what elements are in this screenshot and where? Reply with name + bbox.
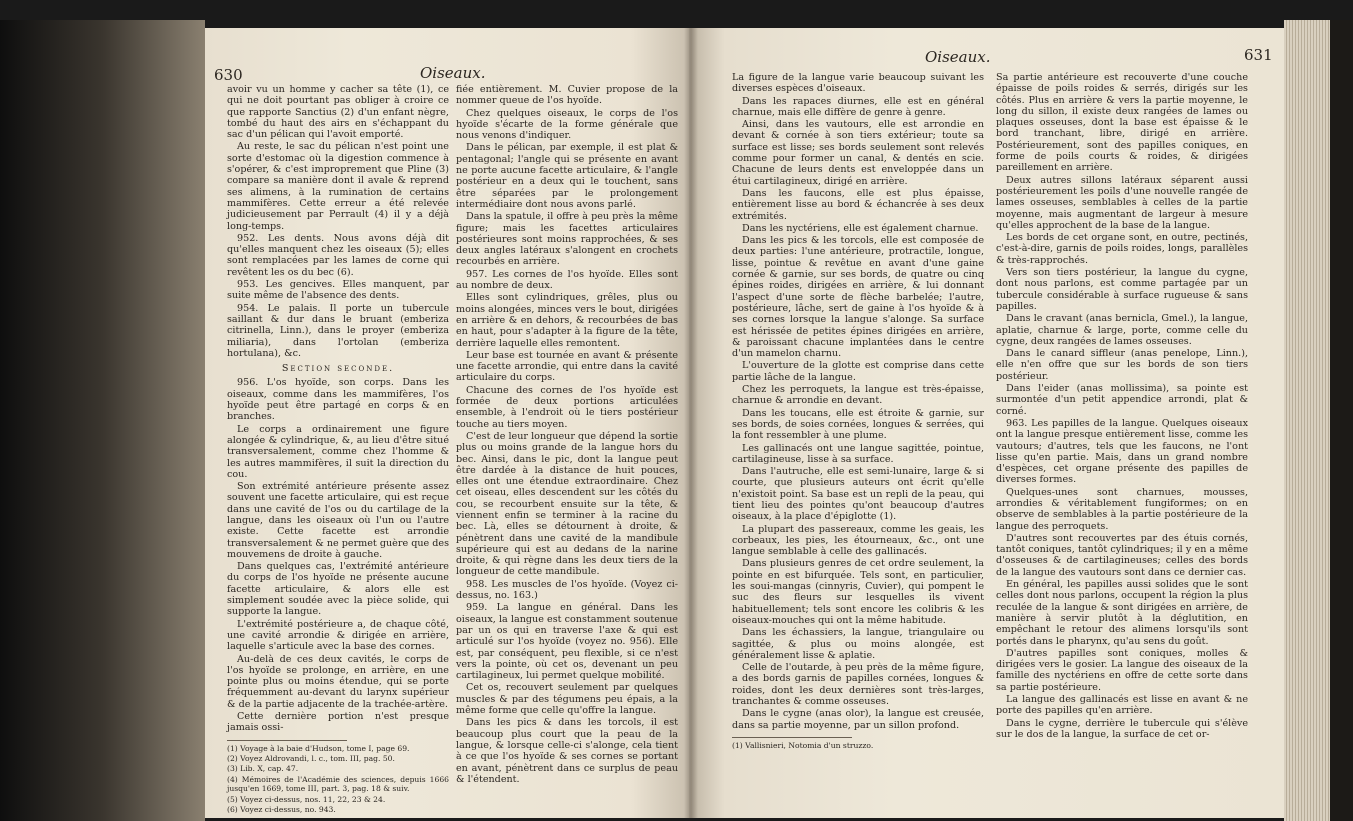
paragraph: D'autres papilles sont coniques, molles & dirigées vers le gosier. La langue des oiseaux de la famille des nyctériens en offre de cette sorte dans sa partie postérieure. (996, 647, 1248, 693)
book-gutter (684, 28, 698, 818)
paragraph: Dans le cravant (anas bernicla, Gmel.), la langue, aplatie, charnue & large, porte, comme celle du cygne, deux rangées de lames osseuses. (996, 313, 1248, 347)
paragraph: Son extrémité antérieure présente assez souvent une facette articulaire, qui est reçue dans une cavité de l'os ou du cartilage de la langue, dans les oiseaux où l'un ou l'autre existe. Cette facette est arrondie transversalement & ne permet guère que des mouvemens de droite à gauche. (227, 481, 449, 560)
paragraph: Au-delà de ces deux cavités, le corps de l'os hyoïde se prolonge, en arrière, en une pointe plus ou moins étendue, qui se porte fréquemment au-devant du larynx supérieur & de la partie adjacente de la trachée-artère. (227, 653, 449, 710)
footnote: (6) Voyez ci-dessus, no. 943. (227, 805, 336, 815)
footnote-rule (227, 740, 347, 741)
footnote-rule (732, 737, 852, 738)
paragraph: La plupart des passereaux, comme les geais, les corbeaux, les pies, les étourneaux, &c., ont une langue semblable à celle des gallinacés. (732, 523, 984, 558)
paragraph: 958. Les muscles de l'os hyoïde. (Voyez ci-dessus, no. 163.) (456, 578, 678, 602)
paragraph: Dans les échassiers, la langue, triangulaire ou sagittée, & plus ou moins alongée, est généralement lisse & aplatie. (732, 627, 984, 661)
book-right-cover (1330, 20, 1353, 821)
footnote: (3) Lib. X, cap. 47. (227, 764, 299, 774)
left-column-1 (227, 84, 449, 815)
paragraph: Dans quelques cas, l'extrémité antérieure du corps de l'os hyoïde ne présente aucune facette articulaire, & alors elle est simplement soudée avec la pièce solide, qui supporte la langue. (227, 561, 449, 618)
paragraph: D'autres sont recouvertes par des étuis cornés, tantôt coniques, tantôt cylindriques; il y en a même d'osseuses & de cartilagineuses; celles des bords de la langue des vautours sont dans ce dernier cas. (996, 532, 1248, 578)
paragraph: L'ouverture de la glotte est comprise dans cette partie lâche de la langue. (732, 360, 984, 383)
paragraph: Le corps a ordinairement une figure alongée & cylindrique, &, au lieu d'être situé transversalement, comme chez l'homme & les autres mammifères, il suit la direction du cou. (227, 423, 449, 480)
paragraph: Chacune des cornes de l'os hyoïde est formée de deux portions articulées ensemble, à l'endroit où le tiers postérieur touche au tiers moyen. (456, 384, 678, 430)
paragraph: 956. L'os hyoïde, son corps. Dans les oiseaux, comme dans les mammifères, l'os hyoïde peut être partagé en corps & en branches. (227, 377, 449, 423)
paragraph: Dans le canard siffleur (anas penelope, Linn.), elle n'en offre que sur les bords de son tiers postérieur. (996, 348, 1248, 382)
footnote: (5) Voyez ci-dessus, nos. 11, 22, 23 & 24. (227, 794, 386, 804)
paragraph: La langue des gallinacés est lisse en avant & ne porte des papilles qu'en arrière. (996, 694, 1248, 717)
paragraph: Dans l'eider (anas mollissima), sa pointe est surmontée d'un petit appendice arrondi, plat & corné. (996, 383, 1248, 417)
paragraph: Sa partie antérieure est recouverte d'une couche épaisse de poils roides & serrés, dirigés sur les côtés. Plus en arrière & vers la partie moyenne, le long du sillon, il existe deux rangées de lames ou plaques osseuses, dont la base est épaisse & le bord tranchant, libre, dirigé en arrière. Postérieurement, sont des papilles coniques, en forme de poils courts & roides, & dirigées pareillement en arrière. (996, 72, 1248, 174)
paragraph: Celle de l'outarde, à peu près de la même figure, a des bords garnis de papilles cornées, longues & roides, dont les deux dernières sont très-larges, tranchantes & comme osseuses. (732, 662, 984, 708)
footnote: (2) Voyez Aldrovandi, l. c., tom. III, pag. 50. (227, 754, 395, 764)
section-title: Section seconde. (281, 363, 395, 375)
footnote: (1) Vallisnieri, Notomia d'un struzzo. (732, 740, 874, 750)
paragraph: 952. Les dents. Nous avons déjà dit qu'elles manquent chez les oiseaux (5); elles sont remplacées par les lames de corne qui revêtent les os du bec (6). (227, 232, 449, 278)
paragraph: Dans les rapaces diurnes, elle est en général charnue, mais elle diffère de genre à genre. (732, 95, 984, 118)
paragraph: Dans le cygne, derrière le tubercule qui s'élève sur le dos de la langue, la surface de cet or- (996, 717, 1248, 740)
paragraph: Elles sont cylindriques, grêles, plus ou moins alongées, minces vers le bout, dirigées en arrière & en dehors, & recourbées de bas en haut, pour s'adapter à la figure de la tête, derrière laquelle elles remontent. (456, 292, 678, 349)
paragraph: En général, les papilles aussi solides que le sont celles dont nous parlons, occupent la région la plus reculée de la langue & sont dirigées en arrière, de manière à servir plutôt à la déglutition, en empêchant le retour des alimens lorsqu'ils sont portés dans le pharynx, qu'au sens du goût. (996, 579, 1248, 647)
paragraph: 953. Les gencives. Elles manquent, par suite même de l'absence des dents. (227, 279, 449, 302)
paragraph: Dans les toucans, elle est étroite & garnie, sur ses bords, de soies cornées, longues & serrées, qui la font ressembler à une plume. (732, 407, 984, 442)
paragraph: 957. Les cornes de l'os hyoïde. Elles sont au nombre de deux. (456, 268, 678, 292)
paragraph: Dans les faucons, elle est plus épaisse, entièrement lisse au bord & échancrée à ses deux extrémités. (732, 187, 984, 222)
paragraph: Deux autres sillons latéraux séparent aussi postérieurement les poils d'une nouvelle rangée de lames osseuses, semblables à celles de la partie moyenne, mais augmentant de largeur à mesure qu'elles approchent de la base de la langue. (996, 174, 1248, 231)
paragraph: Dans les nyctériens, elle est également charnue. (742, 222, 979, 234)
left-page-number: 630 (214, 66, 243, 84)
paragraph: Au reste, le sac du pélican n'est point une sorte d'estomac où la digestion commence à s'opérer, & c'est improprement que Pline (3) compare sa manière dont il avale & reprend ses alimens, à la rumination de certains mammifères. Cette erreur a été relevée judicieusement par Perrault (4) il y a déjà long-temps. (227, 141, 449, 232)
paragraph: Dans les pics & dans les torcols, il est beaucoup plus court que la peau de la langue, & lorsque celle-ci s'alonge, cela tient à ce que l'os hyoïde & ses cornes se portant en avant, pénètrent dans ce surplus de peau & l'étendent. (456, 717, 678, 785)
paragraph: L'extrémité postérieure a, de chaque côté, une cavité arrondie & dirigée en arrière, laquelle s'articule avec la base des cornes. (227, 618, 449, 653)
paragraph: Leur base est tournée en avant & présente une facette arrondie, qui entre dans la cavité articulaire du corps. (456, 349, 678, 384)
paragraph: Dans la spatule, il offre à peu près la même figure; mais les facettes articulaires postérieures sont moins rapprochées, & ses deux angles latéraux s'alongent en crochets recourbés en arrière. (456, 211, 678, 268)
paragraph: Dans l'autruche, elle est semi-lunaire, large & si courte, que plusieurs auteurs ont écrit qu'elle n'existoit point. Sa base est un repli de la peau, qui tient lieu des pointes qu'ont beaucoup d'autres oiseaux, à la place d'épiglotte (1). (732, 466, 984, 523)
paragraph: Dans le pélican, par exemple, il est plat & pentagonal; l'angle qui se présente en avant ne porte aucune facette articulaire, & l'angle postérieur en a deux qui le touchent, sans être séparées par le prolongement intermédiaire dont nous avons parlé. (456, 142, 678, 210)
paragraph: Cette dernière portion n'est presque jamais ossi- (227, 711, 449, 734)
right-running-title: Oiseaux. (925, 48, 991, 66)
book-left-edge (0, 20, 205, 821)
paragraph: Quelques-unes sont charnues, mousses, arrondies & véritablement fungiformes; on en observe de semblables à la partie postérieure de la langue des perroquets. (996, 486, 1248, 532)
paragraph: Cet os, recouvert seulement par quelques muscles & par des tégumens peu épais, a la même forme que celle qu'offre la langue. (456, 682, 678, 717)
paragraph: Dans plusieurs genres de cet ordre seulement, la pointe en est bifurquée. Tels sont, en particulier, les soui-mangas (cinnyris, Cuvier), qui pompent le suc des fleurs sur lesquelles ils vivent habituellement; tels sont encore les colibris & les oiseaux-mouches qui ont la même habitude. (732, 558, 984, 626)
paragraph: Dans le cygne (anas olor), la langue est creusée, dans sa partie moyenne, par un sillon profond. (732, 708, 984, 731)
paragraph: Vers son tiers postérieur, la langue du cygne, dont nous parlons, est comme partagée par un tubercule considérable à surface rugueuse & sans papilles. (996, 267, 1248, 312)
left-running-title: Oiseaux. (420, 64, 486, 82)
paragraph: 959. La langue en général. Dans les oiseaux, la langue est constamment soutenue par un os qui en traverse l'axe & qui est articulé sur l'os hyoïde (voyez no. 956). Elle est, par conséquent, peu flexible, si ce n'est vers la pointe, où cet os, devenant un peu cartilagineux, lui permet quelque mobilité. (456, 602, 678, 682)
paragraph: fiée entièrement. M. Cuvier propose de la nommer queue de l'os hyoïde. (456, 84, 678, 107)
paragraph: C'est de leur longueur que dépend la sortie plus ou moins grande de la langue hors du bec. Ainsi, dans le pic, dont la langue peut être dardée à la distance de huit pouces, elles ont une étendue extraordinaire. Chez cet oiseau, elles descendent sur les côtés du cou, se recourbent ensuite sur la tête, & viennent enfin se terminer à la racine du bec. Là, elles se détournent à droite, & pénètrent dans une cavité de la mandibule supérieure qui est au dedans de la narine droite, & qui règne dans les deux tiers de la longueur de cette mandibule. (456, 430, 678, 578)
paragraph: Chez les perroquets, la langue est très-épaisse, charnue & arrondie en devant. (732, 384, 984, 407)
paragraph: La figure de la langue varie beaucoup suivant les diverses espèces d'oiseaux. (732, 72, 984, 95)
paragraph: Les gallinacés ont une langue sagittée, pointue, cartilagineuse, lisse à sa surface. (732, 442, 984, 465)
paragraph: 963. Les papilles de la langue. Quelques oiseaux ont la langue presque entièrement lisse, comme les vautours; d'autres, tels que les faucons, ne l'ont lisse qu'en partie. Mais, dans un grand nombre d'espèces, cet organe présente des papilles de diverses formes. (996, 417, 1248, 486)
right-page-number: 631 (1244, 46, 1273, 64)
paragraph: Dans les pics & les torcols, elle est composée de deux parties: l'une antérieure, protractile, longue, lisse, pointue & revêtue en avant d'une gaine cornée & garnie, sur ses bords, de quatre ou cinq épines roides, dirigées en arrière, & lui donnant l'aspect d'une sorte de flèche barbelée; l'autre, postérieure, lâche, sert de gaine à l'os hyoïde & à ses cornes lorsque la langue s'alonge. Sa surface est hérissée de petites épines dirigées en arrière, & paroissant chacune implantées dans le centre d'un mamelon charnu. (732, 235, 984, 360)
left-column-2 (456, 84, 678, 800)
right-column-1 (732, 72, 984, 800)
paragraph: Ainsi, dans les vautours, elle est arrondie en devant & cornée à son tiers extérieur; toute sa surface est lisse; ses bords seulement sont relevés comme pour former un canal, & dentés en scie. Chacune de leurs dents est enveloppée dans un étui cartilagineux, dirigé en arrière. (732, 119, 984, 187)
paragraph: 954. Le palais. Il porte un tubercule saillant & dur dans le bruant (emberiza citrinella, Linn.), dans le proyer (emberiza miliaria), dans l'ortolan (emberiza hortulana), &c. (227, 302, 449, 359)
paragraph: Chez quelques oiseaux, le corps de l'os hyoïde s'écarte de la forme générale que nous venons d'indiquer. (456, 107, 678, 142)
paragraph: avoir vu un homme y cacher sa tête (1), ce qui ne doit pourtant pas obliger à croire ce que rapporte Sanctius (2) d'un enfant nègre, tombé du haut des airs en s'échappant du sac d'un pélican qui l'avoit emporté. (227, 84, 449, 141)
paragraph: Les bords de cet organe sont, en outre, pectinés, c'est-à-dire, garnis de poils roides, longs, parallèles & très-rapprochés. (996, 232, 1248, 266)
footnote: (1) Voyage à la baie d'Hudson, tome I, page 69. (227, 743, 410, 753)
right-column-2 (996, 72, 1248, 800)
footnote: (4) Mémoires de l'Académie des sciences, depuis 1666 jusqu'en 1669, tome III, part. 3, pag. 18 & suiv. (227, 774, 449, 794)
